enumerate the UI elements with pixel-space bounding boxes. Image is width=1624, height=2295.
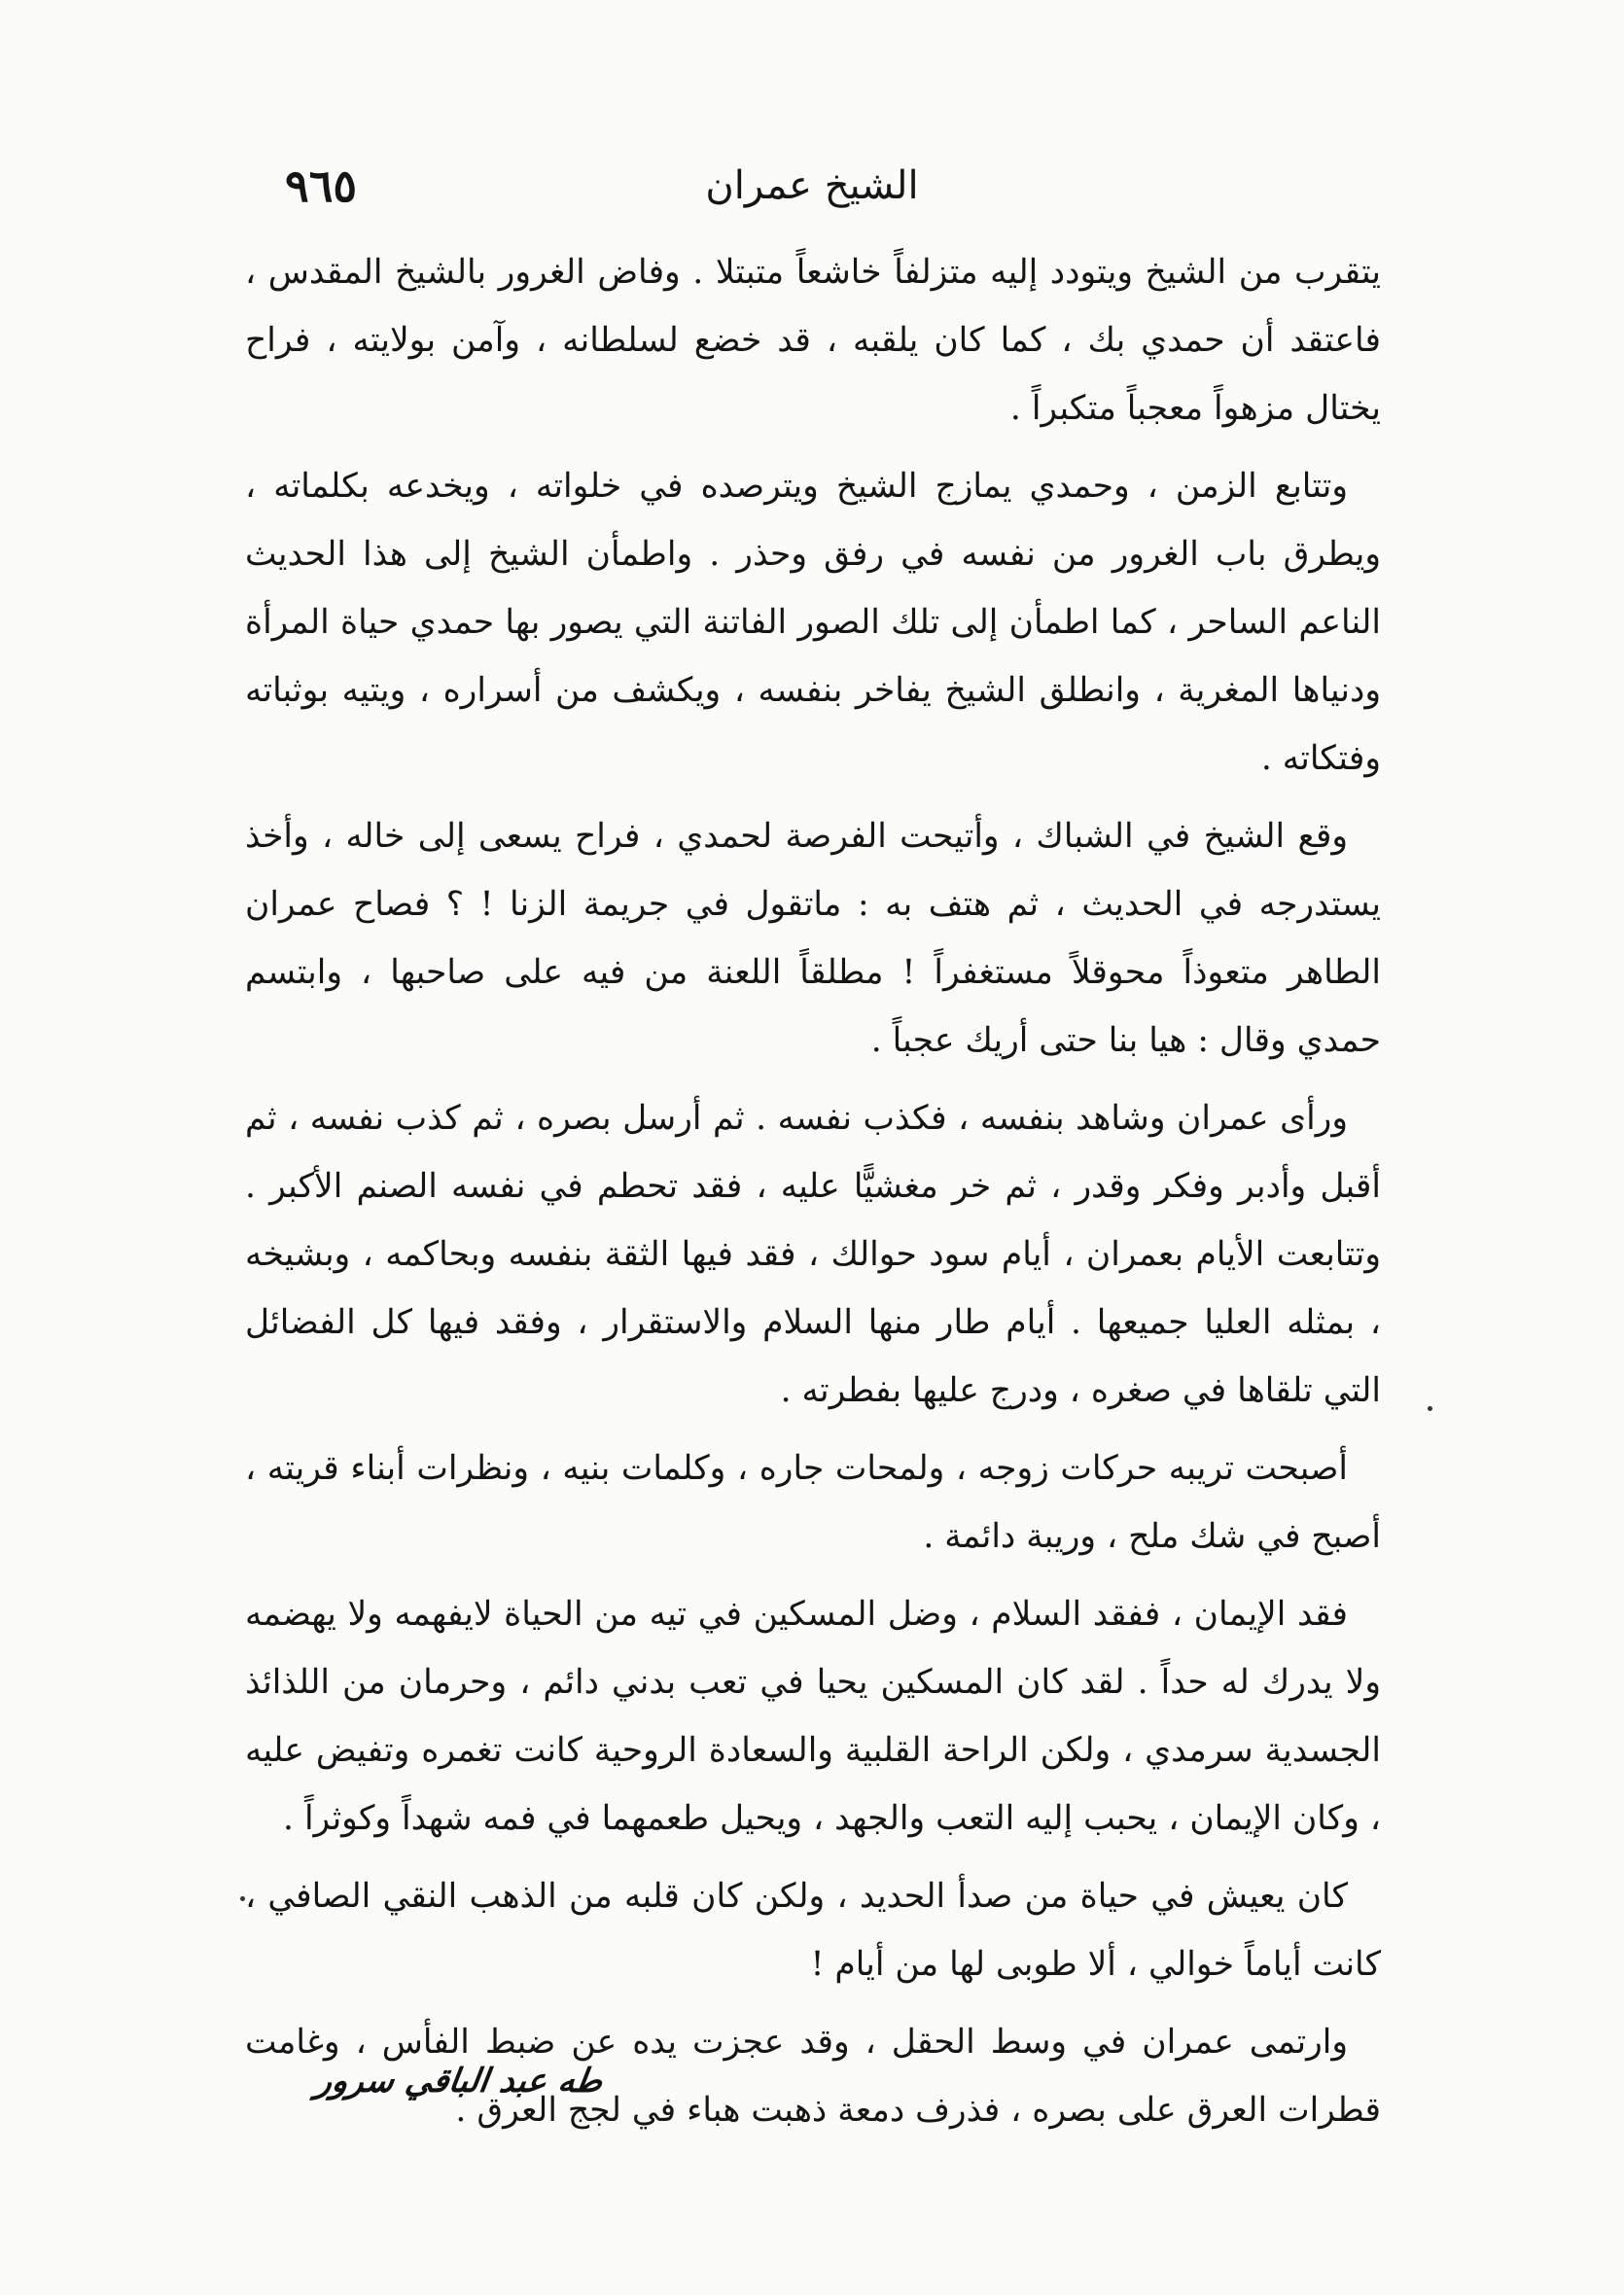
paragraph: وارتمى عمران في وسط الحقل ، وقد عجزت يده عن ضبط الفأس ، وغامت قطرات العرق على بصره ، فذرف دمعة ذهبت هباء في لجج العرق . xyxy=(245,2023,1381,2130)
paragraph: كان يعيش في حياة من صدأ الحديد ، ولكن كان قلبه من الذهب النقي الصافي ، كانت أياماً خوالي ، ألا طوبى لها من أيام ! xyxy=(245,1877,1381,1984)
paragraph: وقع الشيخ في الشباك ، وأتيحت الفرصة لحمدي ، فراح يسعى إلى خاله ، وأخذ يستدرجه في الحديث ، ثم هتف به : ماتقول في جريمة الزنا ! ؟ فصاح عمران الطاهر متعوذاً محوقلاً مستغفراً ! مطلقاً اللعنة من فيه على صاحبها ، وابتسم حمدي وقال : هيا بنا حتى أريك عجباً . xyxy=(245,817,1381,1060)
author-signature: طه عبد الباقي سرور xyxy=(313,2062,606,2101)
paragraph: يتقرب من الشيخ ويتودد إليه متزلفاً خاشعاً متبتلا . وفاض الغرور بالشيخ المقدس ، فاعتقد أن حمدي بك ، كما كان يلقبه ، قد خضع لسلطانه ، وآمن بولايته ، فراح يختال مزهواً معجباً متكبراً . xyxy=(245,253,1381,428)
page-header xyxy=(0,146,1624,214)
page-number: ٩٦٥ xyxy=(285,159,358,212)
paragraph: فقد الإيمان ، ففقد السلام ، وضل المسكين في تيه من الحياة لايفهمه ولا يهضمه ولا يدرك له حداً . لقد كان المسكين يحيا في تعب بدني دائم ، وحرمان من اللذائذ الجسدية سرمدي ، ولكن الراحة القلبية والسعادة الروحية كانت تغمره وتفيض عليه ، وكان الإيمان ، يحبب إليه التعب والجهد ، ويحيل طعمهما في فمه شهداً وكوثراً . xyxy=(245,1595,1381,1838)
article-body xyxy=(245,238,1381,2154)
paragraph: أصبحت تريبه حركات زوجه ، ولمحات جاره ، وكلمات بنيه ، ونظرات أبناء قريته ، أصبح في شك ملح ، وريبة دائمة . xyxy=(245,1449,1381,1556)
ink-speck xyxy=(1428,1406,1432,1411)
paragraph: وتتابع الزمن ، وحمدي يمازج الشيخ ويترصده في خلواته ، ويخدعه بكلماته ، ويطرق باب الغرور من نفسه في رفق وحذر . واطمأن الشيخ إلى هذا الحديث الناعم الساحر ، كما اطمأن إلى تلك الصور الفاتنة التي يصور بها حمدي حياة المرأة ودنياها المغرية ، وانطلق الشيخ يفاخر بنفسه ، ويكشف من أسراره ، ويتيه بوثباته وفتكاته . xyxy=(245,467,1381,778)
ink-speck xyxy=(240,1896,245,1901)
paragraph: ورأى عمران وشاهد بنفسه ، فكذب نفسه . ثم أرسل بصره ، ثم كذب نفسه ، ثم أقبل وأدبر وفكر وقدر ، ثم خر مغشيًّا عليه ، فقد تحطم في نفسه الصنم الأكبر . وتتابعت الأيام بعمران ، أيام سود حوالك ، فقد فيها الثقة بنفسه وبحاكمه ، وبشيخه ، بمثله العليا جميعها . أيام طار منها السلام والاستقرار ، وفقد فيها كل الفضائل التي تلقاها في صغره ، ودرج عليها بفطرته . xyxy=(245,1099,1381,1410)
running-title: الشيخ عمران xyxy=(705,163,919,208)
